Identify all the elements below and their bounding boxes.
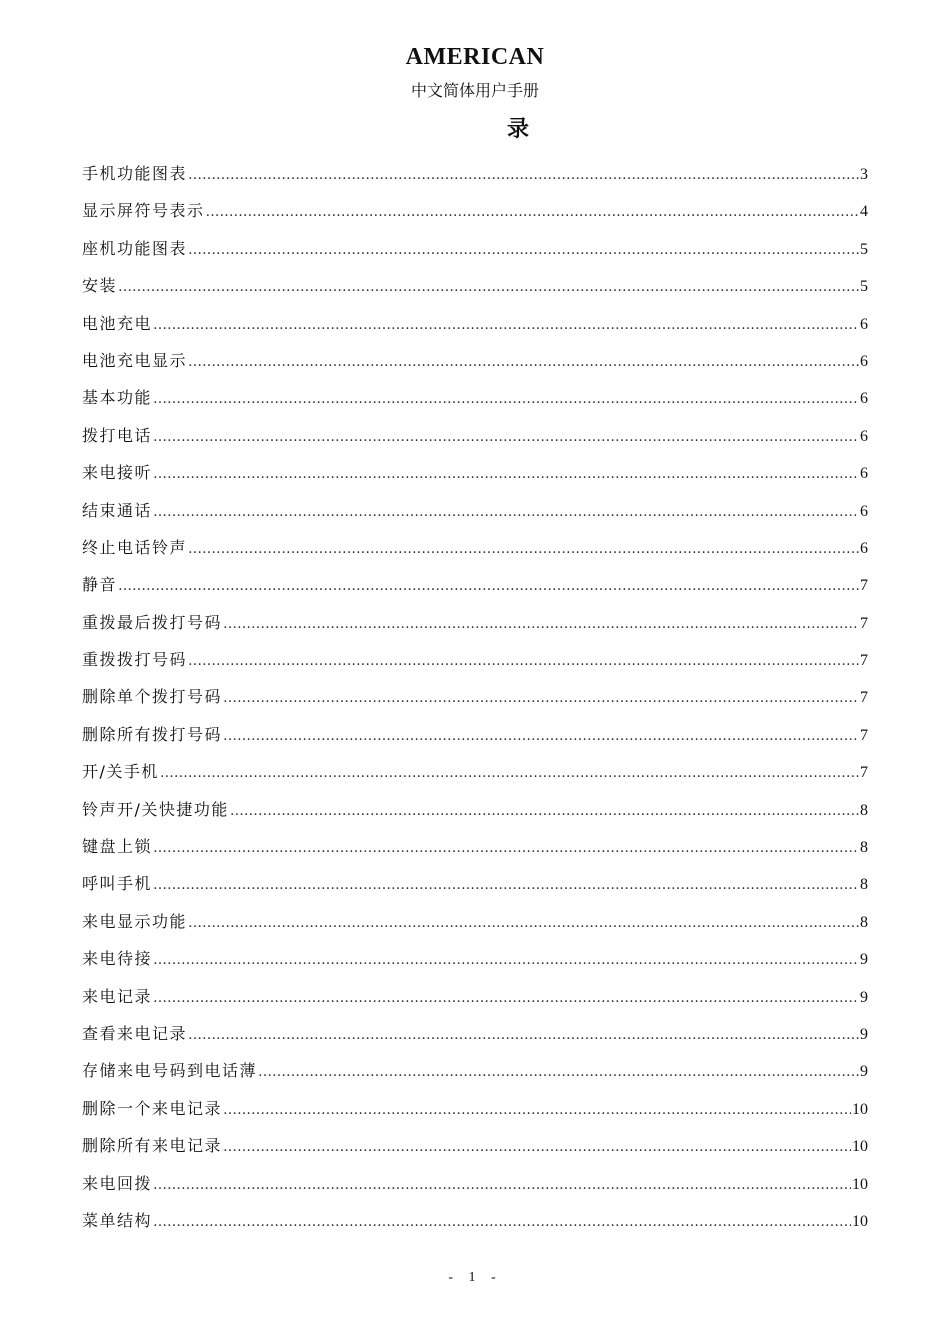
toc-entry-page: 7 <box>860 689 868 707</box>
toc-entry-page: 6 <box>860 427 868 445</box>
toc-entry[interactable] <box>82 1127 868 1164</box>
toc-entry[interactable] <box>82 417 868 454</box>
toc-entry[interactable] <box>82 828 868 865</box>
toc-entry[interactable] <box>82 940 868 977</box>
toc-dot-leader <box>188 157 859 194</box>
toc-entry[interactable] <box>82 192 868 229</box>
toc-entry[interactable] <box>82 566 868 603</box>
toc-entry-title: 开/关手机 <box>82 762 159 782</box>
toc-dot-leader <box>160 755 859 792</box>
toc-dot-leader <box>153 456 859 493</box>
toc-entry-title: 显示屏符号表示 <box>82 201 205 221</box>
toc-dot-leader <box>223 1092 851 1129</box>
toc-entry-title: 基本功能 <box>82 388 153 408</box>
toc-entry-page: 6 <box>860 315 868 333</box>
toc-entry-page: 8 <box>860 801 868 819</box>
toc-entry-page: 10 <box>852 1175 868 1193</box>
toc-entry-title: 删除单个拨打号码 <box>82 687 223 707</box>
toc-entry-page: 8 <box>860 876 868 894</box>
toc-dot-leader <box>188 643 859 680</box>
document-brand-title: AMERICAN <box>405 44 545 70</box>
toc-dot-leader <box>230 793 859 830</box>
toc-entry-page: 5 <box>860 278 868 296</box>
toc-entry[interactable] <box>82 379 868 416</box>
toc-entry-title: 终止电话铃声 <box>82 537 188 557</box>
toc-dot-leader <box>188 531 859 568</box>
toc-entry[interactable] <box>82 1165 868 1202</box>
toc-entry-title: 安装 <box>82 276 118 296</box>
toc-entry[interactable] <box>82 1202 868 1239</box>
toc-heading: 录 <box>507 117 530 142</box>
toc-entry-page: 6 <box>860 539 868 557</box>
toc-entry-page: 3 <box>860 166 868 183</box>
toc-dot-leader <box>153 307 859 344</box>
toc-entry-title: 静音 <box>82 575 118 595</box>
toc-entry-title: 电池充电 <box>82 313 153 333</box>
toc-entry-page: 6 <box>860 390 868 408</box>
toc-entry-title: 来电记录 <box>82 986 153 1006</box>
toc-entry[interactable] <box>82 753 868 790</box>
toc-entry[interactable] <box>82 529 868 566</box>
toc-dot-leader <box>153 1204 851 1241</box>
toc-entry-page: 7 <box>860 726 868 744</box>
toc-entry-page: 6 <box>860 352 868 370</box>
toc-entry-page: 4 <box>860 203 868 221</box>
toc-dot-leader <box>153 830 859 867</box>
toc-entry-title: 菜单结构 <box>82 1210 153 1230</box>
toc-entry-title: 删除一个来电记录 <box>82 1098 223 1118</box>
toc-entry-page: 6 <box>860 502 868 520</box>
toc-dot-leader <box>188 1017 859 1054</box>
toc-entry-page: 8 <box>860 913 868 931</box>
toc-dot-leader <box>153 494 859 531</box>
toc-entry[interactable] <box>82 678 868 715</box>
toc-entry[interactable] <box>82 716 868 753</box>
toc-entry-page: 10 <box>852 1138 868 1156</box>
toc-entry-page: 7 <box>860 577 868 595</box>
toc-dot-leader <box>153 419 859 456</box>
toc-entry-title: 呼叫手机 <box>82 874 153 894</box>
toc-entry-page: 6 <box>860 465 868 483</box>
toc-entry[interactable] <box>82 604 868 641</box>
toc-entry-title: 删除所有拨打号码 <box>82 724 223 744</box>
toc-dot-leader <box>153 980 859 1017</box>
toc-entry-page: 7 <box>860 764 868 782</box>
toc-dot-leader <box>206 194 859 231</box>
toc-entry-title: 删除所有来电记录 <box>82 1136 223 1156</box>
toc-dot-leader <box>188 905 859 942</box>
toc-entry[interactable] <box>82 305 868 342</box>
toc-entry-title: 铃声开/关快捷功能 <box>82 799 229 819</box>
toc-entry-title: 查看来电记录 <box>82 1023 188 1043</box>
toc-dot-leader <box>153 867 859 904</box>
toc-entry-page: 9 <box>860 1025 868 1043</box>
toc-entry-title: 来电接听 <box>82 463 153 483</box>
toc-entry[interactable] <box>82 454 868 491</box>
toc-dot-leader <box>118 269 859 306</box>
toc-entry-title: 结束通话 <box>82 500 153 520</box>
toc-dot-leader <box>258 1054 859 1091</box>
toc-entry-title: 来电回拨 <box>82 1173 153 1193</box>
toc-dot-leader <box>188 232 859 269</box>
toc-entry-page: 7 <box>860 614 868 632</box>
toc-entry[interactable] <box>82 492 868 529</box>
toc-dot-leader <box>223 680 859 717</box>
toc-dot-leader <box>118 568 859 605</box>
toc-dot-leader <box>188 344 859 381</box>
toc-entry[interactable] <box>82 267 868 304</box>
toc-dot-leader <box>153 1167 851 1204</box>
toc-dot-leader <box>223 1129 851 1166</box>
toc-entry[interactable] <box>82 791 868 828</box>
toc-entry[interactable] <box>82 978 868 1015</box>
toc-entry-title: 手机功能图表 <box>82 164 188 183</box>
toc-entry[interactable] <box>82 1015 868 1052</box>
toc-entry-page: 9 <box>860 951 868 969</box>
toc-entry-page: 10 <box>852 1212 868 1230</box>
document-subtitle: 中文简体用户手册 <box>410 81 539 100</box>
toc-entry-title: 重拨最后拨打号码 <box>82 612 223 632</box>
toc-entry-page: 8 <box>860 839 868 857</box>
toc-entry-title: 存储来电号码到电话薄 <box>82 1061 258 1081</box>
toc-entry-title: 拨打电话 <box>82 425 153 445</box>
toc-entry-page: 7 <box>860 652 868 670</box>
toc-dot-leader <box>153 381 859 418</box>
toc-entry-title: 重拨拨打号码 <box>82 650 188 670</box>
table-of-contents <box>82 155 868 1239</box>
toc-entry[interactable] <box>82 342 868 379</box>
toc-entry-page: 9 <box>860 1063 868 1081</box>
toc-entry[interactable] <box>82 1090 868 1127</box>
toc-entry[interactable] <box>82 1052 868 1089</box>
toc-dot-leader <box>223 606 859 643</box>
toc-entry-title: 电池充电显示 <box>82 350 188 370</box>
toc-entry[interactable] <box>82 903 868 940</box>
toc-entry[interactable] <box>82 641 868 678</box>
toc-dot-leader <box>153 942 859 979</box>
page-number: - 1 - <box>448 1270 502 1285</box>
toc-entry-title: 座机功能图表 <box>82 238 188 258</box>
toc-entry[interactable] <box>82 865 868 902</box>
toc-entry-title: 来电待接 <box>82 949 153 969</box>
toc-entry-page: 10 <box>852 1100 868 1118</box>
toc-entry-title: 来电显示功能 <box>82 911 188 931</box>
toc-entry-page: 5 <box>860 240 868 258</box>
toc-entry-page: 9 <box>860 988 868 1006</box>
toc-entry[interactable] <box>82 155 868 192</box>
toc-dot-leader <box>223 718 859 755</box>
toc-entry[interactable] <box>82 230 868 267</box>
toc-entry-title: 键盘上锁 <box>82 837 153 857</box>
